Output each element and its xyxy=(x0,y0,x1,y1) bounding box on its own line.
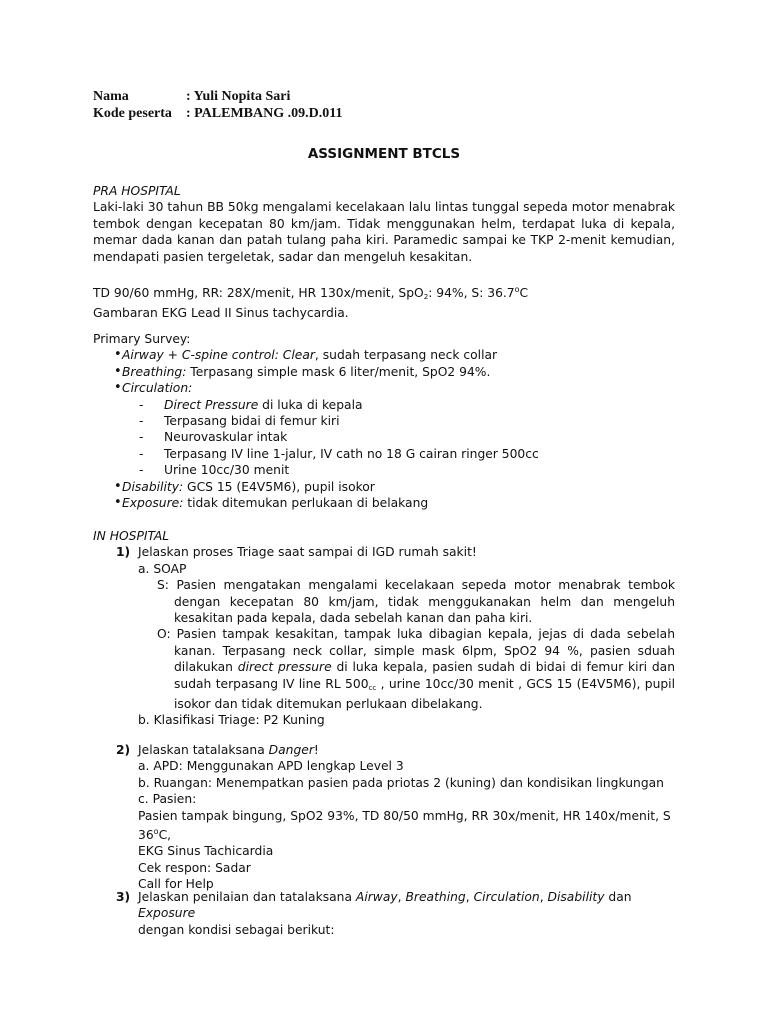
breathing-item xyxy=(93,364,675,380)
klasifikasi-triage: b. Klasifikasi Triage: P2 Kuning xyxy=(138,713,325,728)
pra-hospital-heading: PRA HOSPITAL xyxy=(93,184,181,198)
code-value: : PALEMBANG .09.D.011 xyxy=(186,106,343,121)
pra-hospital-section xyxy=(93,183,675,265)
exposure-item xyxy=(93,495,675,511)
disability-label: Disability: xyxy=(122,479,184,494)
circ-sub-rest: di luka di kepala xyxy=(258,397,363,412)
header-code-row xyxy=(93,105,342,122)
q3-sep: , xyxy=(397,890,406,904)
exposure-label: Exposure: xyxy=(122,496,184,511)
soap-o-text-c: , urine 10cc/30 menit , GCS 15 (E4V5M6), pupil isokor dan tidak ditemukan perlukaan dibelakang. xyxy=(174,676,675,712)
circulation-subitem xyxy=(93,446,675,462)
question-text-a: Jelaskan penilaian dan tatalaksana xyxy=(138,890,356,904)
name-key: Nama xyxy=(93,89,129,104)
circ-sub-rest: Terpasang IV line 1-jalur, IV cath no 18 G cairan ringer 500cc xyxy=(164,446,539,461)
pasien-desc xyxy=(93,808,675,844)
circulation-subitem xyxy=(93,413,675,429)
soap-s: S: Pasien mengatakan mengalami kecelakaan sepeda motor menabrak tembok dengan kecepatan 80 km/jam, tidak menggukanakan helm dan mengeluh kesakitan pada kepala, dada sebelah kanan dan paha kiri. xyxy=(157,578,675,626)
vitals-line xyxy=(93,282,675,305)
question-italic: Danger xyxy=(268,743,314,757)
soap-o xyxy=(93,626,675,712)
in-hospital-heading: IN HOSPITAL xyxy=(93,529,170,543)
soap-heading: a. SOAP xyxy=(138,561,187,576)
disability-item xyxy=(93,479,675,495)
primary-survey-list xyxy=(93,347,675,511)
vitals-sup: o xyxy=(514,285,520,294)
circulation-label: Circulation: xyxy=(122,381,193,396)
exposure-rest: tidak ditemukan perlukaan di belakang xyxy=(183,496,429,511)
question-number: 1) xyxy=(116,545,131,560)
question-text-a: Jelaskan tatalaksana xyxy=(138,743,269,757)
code-key: Kode peserta xyxy=(93,106,172,121)
pasien-desc-b: C, xyxy=(158,828,172,843)
apd-line: a. APD: Menggunakan APD lengkap Level 3 xyxy=(138,759,404,774)
question-3-continuation: dengan kondisi sebagai berikut: xyxy=(138,922,335,937)
question-3 xyxy=(93,889,675,922)
q3-sep: , xyxy=(465,890,474,904)
breathing-label: Breathing: xyxy=(122,364,187,379)
primary-survey-section xyxy=(93,331,675,511)
vitals-text-a: TD 90/60 mmHg, RR: 28X/menit, HR 130x/menit, SpO xyxy=(93,286,424,300)
soap-o-italic: direct pressure xyxy=(237,660,332,675)
q3-exposure: Exposure xyxy=(138,906,196,921)
question-2-section xyxy=(93,742,675,893)
soap-o-sub: cc xyxy=(368,683,377,692)
soap-o-text-a: O: Pasien tampak kesakitan, tampak luka dibagian kepala, jejas di dada sebelah kanan. Terpasang neck collar, simple mask 6lpm, SpO2 94 %, pasien sduah dilakukan xyxy=(157,627,675,675)
vitals-sub: 2 xyxy=(423,293,429,301)
circulation-subitem xyxy=(93,397,675,413)
primary-survey-heading: Primary Survey: xyxy=(93,332,191,346)
question-number: 3) xyxy=(116,890,131,904)
q3-airway: Airway xyxy=(355,890,398,904)
circ-sub-rest: Terpasang bidai di femur kiri xyxy=(164,414,340,429)
circulation-subitem xyxy=(93,462,675,478)
pasien-desc-sup: o xyxy=(153,827,159,837)
question-2 xyxy=(93,742,675,758)
ekg-sinus-line: EKG Sinus Tachicardia xyxy=(138,844,274,859)
vitals-block xyxy=(93,282,675,322)
q3-dan: dan xyxy=(604,890,632,904)
circ-sub-rest: Neurovaskular intak xyxy=(164,430,288,445)
circ-sub-rest: Urine 10cc/30 menit xyxy=(164,463,290,478)
q3-breathing: Breathing xyxy=(405,890,466,904)
q3-disability: Disability xyxy=(547,890,605,904)
circulation-item xyxy=(93,380,675,396)
circulation-subitem xyxy=(93,429,675,445)
ruangan-line: b. Ruangan: Menempatkan pasien pada priotas 2 (kuning) dan kondisikan lingkungan xyxy=(138,775,664,790)
cek-respon-line: Cek respon: Sadar xyxy=(138,860,251,875)
header-name-row xyxy=(93,88,290,105)
question-text: Jelaskan proses Triage saat sampai di IGD rumah sakit! xyxy=(138,545,477,560)
disability-rest: GCS 15 (E4V5M6), pupil isokor xyxy=(183,479,375,494)
airway-rest: , sudah terpasang neck collar xyxy=(314,348,498,363)
ekg-line: Gambaran EKG Lead II Sinus tachycardia. xyxy=(93,306,349,321)
q3-circulation: Circulation xyxy=(473,890,540,904)
document-title: ASSIGNMENT BTCLS xyxy=(307,146,461,162)
airway-label: Airway + C-spine control: xyxy=(122,348,279,363)
q3-sep: , xyxy=(539,890,548,904)
question-text-b: ! xyxy=(313,743,319,757)
pra-hospital-paragraph: Laki-laki 30 tahun BB 50kg mengalami kecelakaan lalu lintas tunggal sepeda motor menabrak tembok dengan kecepatan 80 km/jam. Tidak menggunakan helm, terdapat luka di kepala, memar dada kanan dan patah tulang paha kiri. Paramedic sampai ke TKP 2-menit kemudian, mendapati pasien tergeletak, sadar dan mengeluh kesakitan. xyxy=(93,200,675,264)
call-for-help-line: Call for Help xyxy=(138,877,214,892)
question-number: 2) xyxy=(116,743,131,757)
soap-o-text-b: di luka kepala, pasien sudah di bidai di femur kiri dan sudah terpasang IV line RL 500 xyxy=(174,660,676,691)
airway-item xyxy=(93,347,675,363)
pasien-desc-a: Pasien tampak bingung, SpO2 93%, TD 80/50 mmHg, RR 30x/menit, HR 140x/menit, S 36 xyxy=(138,808,671,843)
pasien-line: c. Pasien: xyxy=(138,792,197,807)
vitals-text-c: C xyxy=(519,286,529,300)
breathing-rest: Terpasang simple mask 6 liter/menit, SpO2 94%. xyxy=(186,364,491,379)
vitals-text-b: : 94%, S: 36.7 xyxy=(428,286,515,300)
circ-sub-italic: Direct Pressure xyxy=(164,397,259,412)
airway-italic: Clear xyxy=(278,348,315,363)
question-1 xyxy=(93,544,675,560)
question-3-section xyxy=(93,889,675,938)
name-value: : Yuli Nopita Sari xyxy=(186,89,291,104)
in-hospital-section xyxy=(93,528,675,729)
